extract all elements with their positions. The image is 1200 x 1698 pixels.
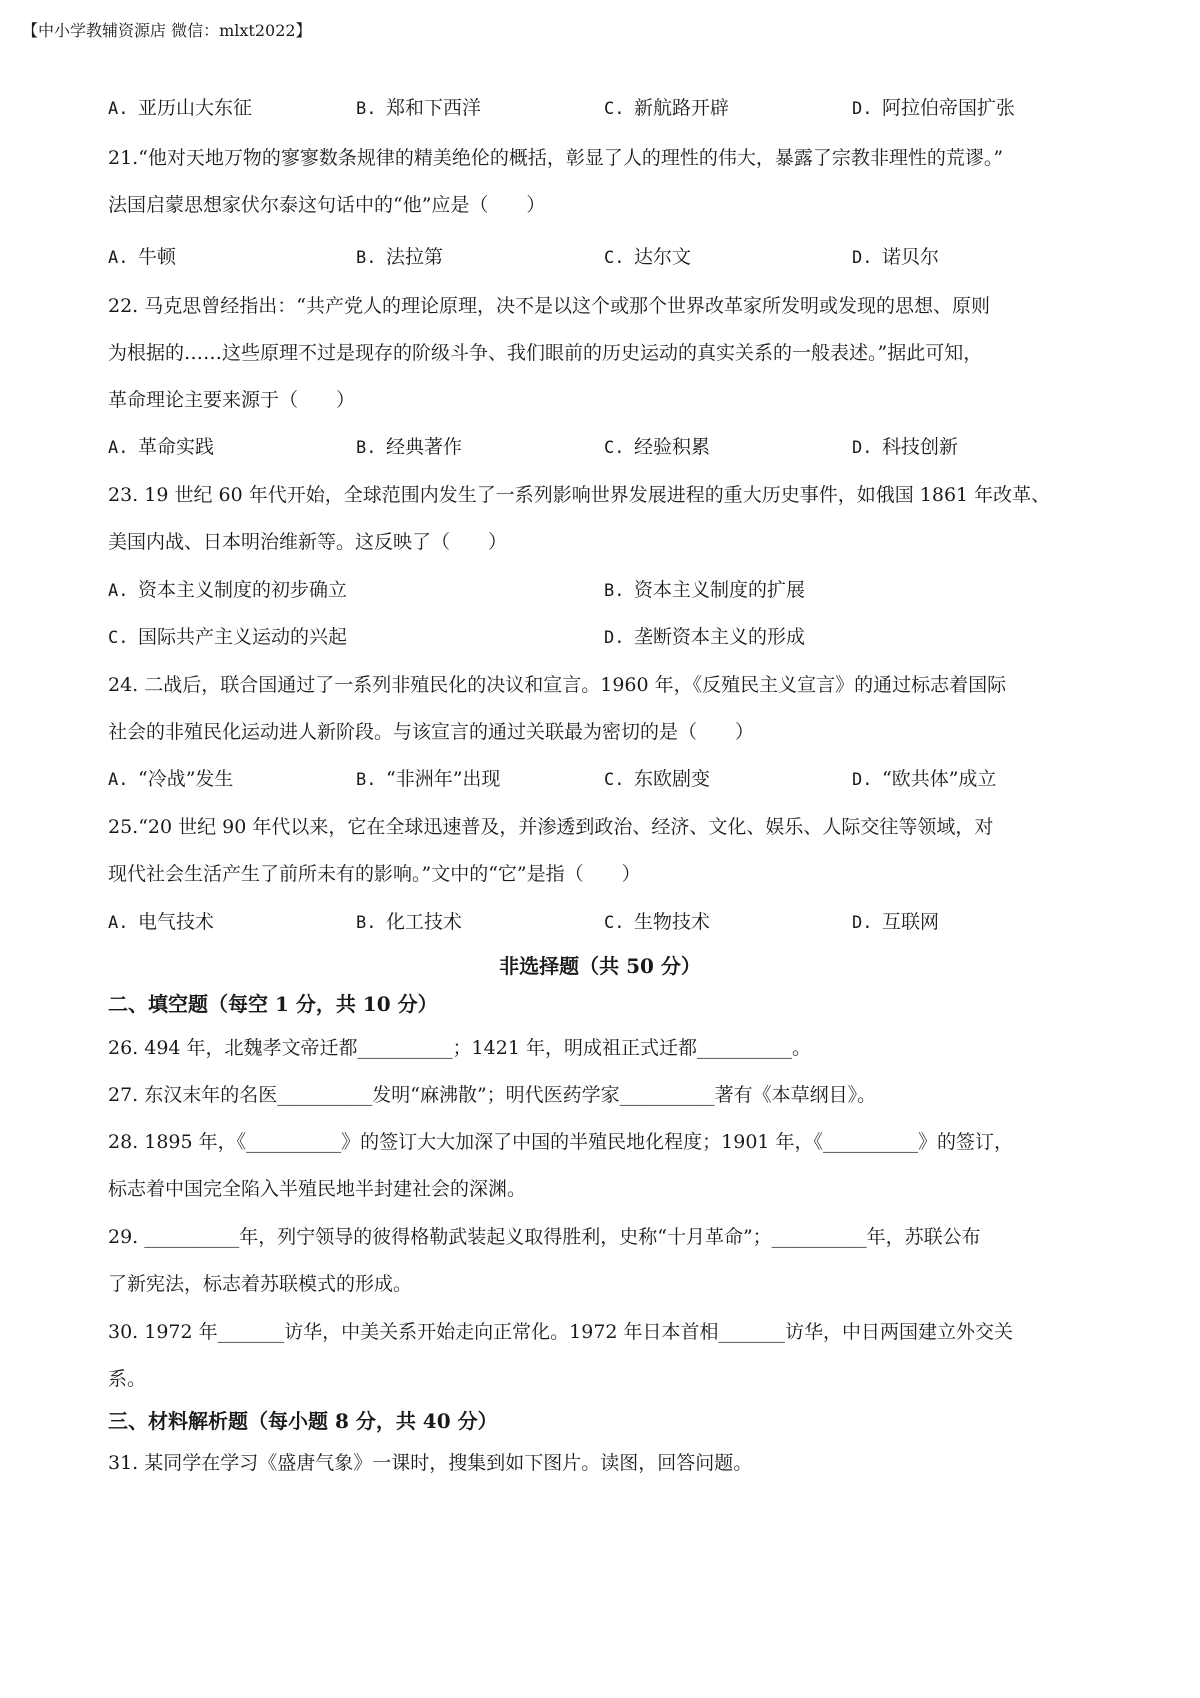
q28-text-line-2: 标志着中国完全陷入半殖民地半封建社会的深渊。 (108, 1178, 527, 1200)
option-letter: D. (852, 99, 873, 119)
option-letter: C. (604, 248, 625, 268)
option-text: 经典著作 (386, 436, 463, 458)
q22-option-d (852, 435, 958, 460)
q24-option-a (108, 767, 233, 792)
q22-option-a (108, 435, 214, 460)
option-text: 阿拉伯帝国扩张 (882, 97, 1016, 119)
q20-option-c (604, 96, 729, 121)
option-text: 电气技术 (138, 911, 215, 933)
q21-option-d (852, 245, 939, 270)
option-text: 资本主义制度的初步确立 (138, 579, 348, 601)
q22-option-b (356, 435, 462, 460)
q25-stem-line-1: 25.“20 世纪 90 年代以来，它在全球迅速普及，并渗透到政治、经济、文化、娱乐、人际交往等领域，对 (108, 816, 994, 838)
option-letter: D. (852, 913, 873, 933)
option-letter: C. (108, 628, 129, 648)
option-letter: A. (108, 438, 129, 458)
option-text: 牛顿 (138, 246, 177, 268)
q21-option-c (604, 245, 691, 270)
option-text: “欧共体”成立 (882, 768, 997, 790)
q28-text-line-1: 28. 1895 年，《__________》的签订大大加深了中国的半殖民地化程度；1901 年，《__________》的签订， (108, 1131, 1014, 1153)
q24-option-c (604, 767, 710, 792)
option-text: 资本主义制度的扩展 (634, 579, 806, 601)
q23-stem-line-1: 23. 19 世纪 60 年代开始，全球范围内发生了一系列影响世界发展进程的重大历史事件，如俄国 1861 年改革、 (108, 484, 1051, 506)
q22-options (108, 435, 1098, 459)
q24-option-b (356, 767, 500, 792)
q20-option-b (356, 96, 481, 121)
option-text: 法拉第 (386, 246, 444, 268)
option-text: 亚历山大东征 (138, 97, 253, 119)
option-letter: B. (356, 913, 377, 933)
option-letter: B. (356, 770, 377, 790)
q30-text-line-2: 系。 (108, 1368, 147, 1390)
option-letter: A. (108, 581, 129, 601)
q21-stem-line-1: 21.“他对天地万物的寥寥数条规律的精美绝伦的概括，彰显了人的理性的伟大，暴露了宗教非理性的荒谬。” (108, 147, 1004, 169)
option-text: 垄断资本主义的形成 (634, 626, 806, 648)
option-text: 革命实践 (138, 436, 215, 458)
q25-option-c (604, 910, 710, 935)
option-letter: C. (604, 913, 625, 933)
option-letter: A. (108, 913, 129, 933)
option-letter: A. (108, 248, 129, 268)
q23-option-c (108, 625, 347, 650)
q20-option-d (852, 96, 1015, 121)
option-text: 经验积累 (634, 436, 711, 458)
q29-text-line-1: 29. __________年，列宁领导的彼得格勒武装起义取得胜利，史称“十月革命”；__________年，苏联公布 (108, 1226, 981, 1248)
option-letter: D. (852, 770, 873, 790)
option-letter: C. (604, 770, 625, 790)
q27-text: 27. 东汉末年的名医__________发明“麻沸散”；明代医药学家__________著有《本草纲目》。 (108, 1084, 877, 1106)
q23-option-d (604, 625, 805, 650)
section-title-material: 三、材料解析题（每小题 8 分，共 40 分） (108, 1409, 498, 1433)
watermark-text: 【中小学教辅资源店 微信：mlxt2022】 (22, 21, 312, 40)
option-letter: B. (356, 248, 377, 268)
q21-options (108, 245, 1098, 269)
option-letter: B. (356, 99, 377, 119)
q23-option-b (604, 578, 805, 603)
option-text: 互联网 (882, 911, 940, 933)
q22-stem-line-1: 22. 马克思曾经指出：“共产党人的理论原理，决不是以这个或那个世界改革家所发明或发现的思想、原则 (108, 295, 990, 317)
option-text: 东欧剧变 (634, 768, 711, 790)
q25-option-b (356, 910, 462, 935)
option-text: 新航路开辟 (634, 97, 730, 119)
section-title-fill-blank: 二、填空题（每空 1 分，共 10 分） (108, 992, 438, 1016)
option-text: 化工技术 (386, 911, 463, 933)
q21-option-a (108, 245, 176, 270)
q24-stem-line-2: 社会的非殖民化运动进人新阶段。与该宣言的通过关联最为密切的是（ ） (108, 721, 755, 743)
q22-stem-line-2: 为根据的……这些原理不过是现存的阶级斗争、我们眼前的历史运动的真实关系的一般表述。”据此可知， (108, 342, 983, 364)
option-text: 科技创新 (882, 436, 959, 458)
option-text: 生物技术 (634, 911, 711, 933)
option-letter: D. (852, 248, 873, 268)
option-letter: B. (356, 438, 377, 458)
option-letter: D. (852, 438, 873, 458)
option-text: 达尔文 (634, 246, 692, 268)
q25-stem-line-2: 现代社会生活产生了前所未有的影响。”文中的“它”是指（ ） (108, 863, 641, 885)
q30-text-line-1: 30. 1972 年_______访华，中美关系开始走向正常化。1972 年日本首相_______访华，中日两国建立外交关 (108, 1321, 1014, 1343)
q23-options-row-1 (108, 578, 1098, 602)
q21-option-b (356, 245, 443, 270)
q24-stem-line-1: 24. 二战后，联合国通过了一系列非殖民化的决议和宣言。1960 年，《反殖民主义宣言》的通过标志着国际 (108, 674, 1007, 696)
section-title-nonchoice: 非选择题（共 50 分） (499, 954, 701, 978)
option-letter: C. (604, 438, 625, 458)
option-text: “非洲年”出现 (386, 768, 501, 790)
q22-stem-line-3: 革命理论主要来源于（ ） (108, 389, 356, 411)
q20-option-a (108, 96, 252, 121)
q31-text: 31. 某同学在学习《盛唐气象》一课时，搜集到如下图片。读图，回答问题。 (108, 1452, 753, 1474)
option-text: 国际共产主义运动的兴起 (138, 626, 348, 648)
q25-options (108, 910, 1098, 934)
q20-options (108, 96, 1098, 120)
q26-text: 26. 494 年，北魏孝文帝迁都__________；1421 年，明成祖正式迁都__________。 (108, 1037, 811, 1059)
q22-option-c (604, 435, 710, 460)
q23-options-row-2 (108, 625, 1098, 649)
q24-options (108, 767, 1098, 791)
option-text: 郑和下西洋 (386, 97, 482, 119)
option-letter: B. (604, 581, 625, 601)
option-letter: D. (604, 628, 625, 648)
q29-text-line-2: 了新宪法，标志着苏联模式的形成。 (108, 1273, 413, 1295)
q25-option-d (852, 910, 939, 935)
q21-stem-line-2: 法国启蒙思想家伏尔泰这句话中的“他”应是（ ） (108, 194, 546, 216)
option-letter: C. (604, 99, 625, 119)
q25-option-a (108, 910, 214, 935)
option-letter: A. (108, 770, 129, 790)
option-text: 诺贝尔 (882, 246, 940, 268)
option-text: “冷战”发生 (138, 768, 234, 790)
q23-option-a (108, 578, 347, 603)
option-letter: A. (108, 99, 129, 119)
q24-option-d (852, 767, 996, 792)
q23-stem-line-2: 美国内战、日本明治维新等。这反映了（ ） (108, 531, 508, 553)
